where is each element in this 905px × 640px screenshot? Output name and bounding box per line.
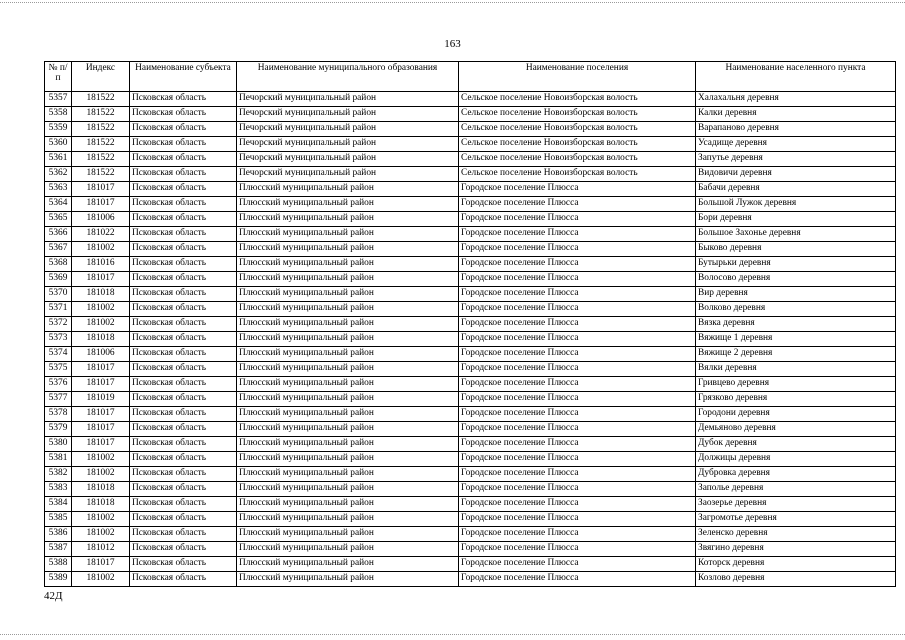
settlements-table	[44, 61, 896, 587]
cell-locality: Волосово деревня	[696, 272, 896, 287]
cell-row-number: 5358	[45, 107, 72, 122]
cell-settlement: Городское поселение Плюсса	[459, 317, 696, 332]
cell-locality: Козлово деревня	[696, 572, 896, 587]
cell-row-number: 5376	[45, 377, 72, 392]
cell-municipality: Плюсский муниципальный район	[237, 557, 459, 572]
cell-index: 181006	[72, 347, 130, 362]
cell-municipality: Плюсский муниципальный район	[237, 227, 459, 242]
cell-row-number: 5384	[45, 497, 72, 512]
cell-index: 181017	[72, 197, 130, 212]
cell-index: 181017	[72, 377, 130, 392]
cell-subject: Псковская область	[130, 527, 237, 542]
cell-row-number: 5377	[45, 392, 72, 407]
cell-locality: Дубок деревня	[696, 437, 896, 452]
cell-subject: Псковская область	[130, 437, 237, 452]
cell-subject: Псковская область	[130, 482, 237, 497]
cell-locality: Вязка деревня	[696, 317, 896, 332]
cell-municipality: Плюсский муниципальный район	[237, 332, 459, 347]
cell-settlement: Сельское поселение Новоизборская волость	[459, 107, 696, 122]
table-row	[45, 557, 896, 572]
cell-settlement: Городское поселение Плюсса	[459, 407, 696, 422]
table-row	[45, 377, 896, 392]
cell-municipality: Плюсский муниципальный район	[237, 452, 459, 467]
cell-subject: Псковская область	[130, 497, 237, 512]
cell-row-number: 5370	[45, 287, 72, 302]
cell-locality: Видовичи деревня	[696, 167, 896, 182]
cell-index: 181006	[72, 212, 130, 227]
header-row-number: № п/п	[45, 62, 72, 92]
cell-index: 181522	[72, 137, 130, 152]
cell-locality: Бабачи деревня	[696, 182, 896, 197]
cell-municipality: Плюсский муниципальный район	[237, 272, 459, 287]
cell-settlement: Городское поселение Плюсса	[459, 362, 696, 377]
cell-index: 181017	[72, 407, 130, 422]
cell-subject: Псковская область	[130, 272, 237, 287]
cell-subject: Псковская область	[130, 557, 237, 572]
cell-municipality: Плюсский муниципальный район	[237, 467, 459, 482]
page-number: 163	[444, 38, 461, 50]
table-row	[45, 332, 896, 347]
cell-settlement: Городское поселение Плюсса	[459, 497, 696, 512]
cell-settlement: Городское поселение Плюсса	[459, 257, 696, 272]
cell-subject: Псковская область	[130, 302, 237, 317]
cell-subject: Псковская область	[130, 182, 237, 197]
table-row	[45, 212, 896, 227]
cell-settlement: Сельское поселение Новоизборская волость	[459, 137, 696, 152]
table-row	[45, 107, 896, 122]
table-row	[45, 152, 896, 167]
cell-row-number: 5369	[45, 272, 72, 287]
cell-subject: Псковская область	[130, 512, 237, 527]
cell-subject: Псковская область	[130, 227, 237, 242]
cell-settlement: Городское поселение Плюсса	[459, 467, 696, 482]
cell-locality: Должицы деревня	[696, 452, 896, 467]
cell-row-number: 5385	[45, 512, 72, 527]
cell-municipality: Плюсский муниципальный район	[237, 482, 459, 497]
table-row	[45, 167, 896, 182]
cell-locality: Вяжище 1 деревня	[696, 332, 896, 347]
cell-row-number: 5374	[45, 347, 72, 362]
cell-index: 181522	[72, 152, 130, 167]
table-row	[45, 227, 896, 242]
cell-row-number: 5366	[45, 227, 72, 242]
cell-index: 181022	[72, 227, 130, 242]
scan-edge-top	[0, 2, 905, 3]
table-row	[45, 572, 896, 587]
cell-index: 181522	[72, 107, 130, 122]
cell-subject: Псковская область	[130, 467, 237, 482]
cell-subject: Псковская область	[130, 257, 237, 272]
cell-index: 181017	[72, 557, 130, 572]
table-row	[45, 437, 896, 452]
cell-index: 181002	[72, 572, 130, 587]
cell-subject: Псковская область	[130, 152, 237, 167]
cell-locality: Вяжище 2 деревня	[696, 347, 896, 362]
table-row	[45, 242, 896, 257]
cell-index: 181017	[72, 422, 130, 437]
cell-subject: Псковская область	[130, 242, 237, 257]
cell-locality: Звягино деревня	[696, 542, 896, 557]
cell-municipality: Плюсский муниципальный район	[237, 242, 459, 257]
cell-settlement: Сельское поселение Новоизборская волость	[459, 167, 696, 182]
cell-municipality: Плюсский муниципальный район	[237, 362, 459, 377]
table-row	[45, 467, 896, 482]
cell-subject: Псковская область	[130, 392, 237, 407]
cell-settlement: Сельское поселение Новоизборская волость	[459, 92, 696, 107]
cell-settlement: Городское поселение Плюсса	[459, 212, 696, 227]
cell-municipality: Плюсский муниципальный район	[237, 437, 459, 452]
cell-subject: Псковская область	[130, 92, 237, 107]
cell-locality: Волково деревня	[696, 302, 896, 317]
cell-row-number: 5381	[45, 452, 72, 467]
cell-municipality: Печорский муниципальный район	[237, 167, 459, 182]
cell-municipality: Печорский муниципальный район	[237, 122, 459, 137]
table-row	[45, 542, 896, 557]
footer-code: 42Д	[44, 590, 63, 602]
cell-locality: Большой Лужок деревня	[696, 197, 896, 212]
cell-row-number: 5371	[45, 302, 72, 317]
header-subject: Наименование субъекта	[130, 62, 237, 92]
cell-subject: Псковская область	[130, 212, 237, 227]
cell-settlement: Городское поселение Плюсса	[459, 572, 696, 587]
cell-subject: Псковская область	[130, 122, 237, 137]
header-locality: Наименование населенного пункта	[696, 62, 896, 92]
cell-locality: Варапаново деревня	[696, 122, 896, 137]
cell-locality: Усадище деревня	[696, 137, 896, 152]
cell-municipality: Плюсский муниципальный район	[237, 257, 459, 272]
cell-row-number: 5383	[45, 482, 72, 497]
cell-locality: Зеленско деревня	[696, 527, 896, 542]
cell-settlement: Городское поселение Плюсса	[459, 272, 696, 287]
cell-municipality: Плюсский муниципальный район	[237, 317, 459, 332]
cell-settlement: Сельское поселение Новоизборская волость	[459, 152, 696, 167]
cell-locality: Бори деревня	[696, 212, 896, 227]
cell-row-number: 5372	[45, 317, 72, 332]
cell-settlement: Городское поселение Плюсса	[459, 347, 696, 362]
cell-subject: Псковская область	[130, 347, 237, 362]
cell-subject: Псковская область	[130, 362, 237, 377]
table-row	[45, 512, 896, 527]
cell-row-number: 5380	[45, 437, 72, 452]
cell-index: 181018	[72, 287, 130, 302]
table-row	[45, 482, 896, 497]
cell-index: 181016	[72, 257, 130, 272]
cell-settlement: Городское поселение Плюсса	[459, 302, 696, 317]
cell-municipality: Плюсский муниципальный район	[237, 302, 459, 317]
cell-settlement: Городское поселение Плюсса	[459, 242, 696, 257]
cell-settlement: Городское поселение Плюсса	[459, 422, 696, 437]
cell-settlement: Городское поселение Плюсса	[459, 197, 696, 212]
cell-municipality: Плюсский муниципальный район	[237, 182, 459, 197]
table-row	[45, 122, 896, 137]
header-settlement: Наименование поселения	[459, 62, 696, 92]
cell-row-number: 5362	[45, 167, 72, 182]
cell-municipality: Плюсский муниципальный район	[237, 572, 459, 587]
cell-row-number: 5373	[45, 332, 72, 347]
cell-index: 181002	[72, 527, 130, 542]
cell-settlement: Городское поселение Плюсса	[459, 227, 696, 242]
cell-row-number: 5361	[45, 152, 72, 167]
cell-row-number: 5378	[45, 407, 72, 422]
cell-subject: Псковская область	[130, 332, 237, 347]
cell-settlement: Городское поселение Плюсса	[459, 182, 696, 197]
cell-index: 181522	[72, 167, 130, 182]
cell-locality: Вялки деревня	[696, 362, 896, 377]
cell-row-number: 5375	[45, 362, 72, 377]
table-row	[45, 407, 896, 422]
cell-locality: Бутырьки деревня	[696, 257, 896, 272]
table-row	[45, 362, 896, 377]
cell-settlement: Городское поселение Плюсса	[459, 377, 696, 392]
cell-row-number: 5365	[45, 212, 72, 227]
cell-row-number: 5360	[45, 137, 72, 152]
cell-municipality: Плюсский муниципальный район	[237, 392, 459, 407]
table-row	[45, 257, 896, 272]
cell-index: 181017	[72, 182, 130, 197]
cell-subject: Псковская область	[130, 167, 237, 182]
cell-municipality: Печорский муниципальный район	[237, 152, 459, 167]
table-row	[45, 137, 896, 152]
header-index: Индекс	[72, 62, 130, 92]
table-row	[45, 422, 896, 437]
table-row	[45, 452, 896, 467]
cell-municipality: Плюсский муниципальный район	[237, 407, 459, 422]
cell-settlement: Городское поселение Плюсса	[459, 542, 696, 557]
cell-municipality: Плюсский муниципальный район	[237, 512, 459, 527]
cell-index: 181017	[72, 362, 130, 377]
cell-locality: Калки деревня	[696, 107, 896, 122]
table-row	[45, 287, 896, 302]
cell-locality: Гривцево деревня	[696, 377, 896, 392]
cell-settlement: Городское поселение Плюсса	[459, 332, 696, 347]
cell-locality: Заполье деревня	[696, 482, 896, 497]
cell-subject: Псковская область	[130, 422, 237, 437]
cell-settlement: Городское поселение Плюсса	[459, 527, 696, 542]
cell-municipality: Плюсский муниципальный район	[237, 542, 459, 557]
cell-settlement: Городское поселение Плюсса	[459, 557, 696, 572]
cell-subject: Псковская область	[130, 572, 237, 587]
table-row	[45, 197, 896, 212]
cell-locality: Большое Захонье деревня	[696, 227, 896, 242]
cell-index: 181002	[72, 512, 130, 527]
table-row	[45, 302, 896, 317]
cell-index: 181002	[72, 467, 130, 482]
table-row	[45, 272, 896, 287]
table-row	[45, 392, 896, 407]
cell-index: 181017	[72, 272, 130, 287]
cell-locality: Заозерье деревня	[696, 497, 896, 512]
cell-index: 181002	[72, 317, 130, 332]
cell-subject: Псковская область	[130, 317, 237, 332]
cell-locality: Халахальня деревня	[696, 92, 896, 107]
cell-settlement: Городское поселение Плюсса	[459, 512, 696, 527]
cell-settlement: Городское поселение Плюсса	[459, 437, 696, 452]
header-municipality: Наименование муниципального образования	[237, 62, 459, 92]
cell-index: 181002	[72, 452, 130, 467]
cell-municipality: Плюсский муниципальный район	[237, 347, 459, 362]
cell-index: 181018	[72, 482, 130, 497]
cell-settlement: Городское поселение Плюсса	[459, 452, 696, 467]
cell-municipality: Плюсский муниципальный район	[237, 497, 459, 512]
cell-index: 181522	[72, 122, 130, 137]
cell-subject: Псковская область	[130, 137, 237, 152]
cell-row-number: 5379	[45, 422, 72, 437]
cell-index: 181522	[72, 92, 130, 107]
table-body	[45, 92, 896, 587]
cell-index: 181019	[72, 392, 130, 407]
cell-index: 181018	[72, 497, 130, 512]
cell-index: 181018	[72, 332, 130, 347]
cell-subject: Псковская область	[130, 107, 237, 122]
cell-subject: Псковская область	[130, 287, 237, 302]
cell-subject: Псковская область	[130, 452, 237, 467]
cell-row-number: 5368	[45, 257, 72, 272]
cell-locality: Демьяново деревня	[696, 422, 896, 437]
cell-municipality: Печорский муниципальный район	[237, 92, 459, 107]
cell-locality: Грязково деревня	[696, 392, 896, 407]
cell-row-number: 5389	[45, 572, 72, 587]
cell-municipality: Плюсский муниципальный район	[237, 287, 459, 302]
cell-locality: Городони деревня	[696, 407, 896, 422]
cell-locality: Загромотье деревня	[696, 512, 896, 527]
cell-settlement: Городское поселение Плюсса	[459, 392, 696, 407]
cell-settlement: Городское поселение Плюсса	[459, 482, 696, 497]
cell-locality: Быково деревня	[696, 242, 896, 257]
cell-row-number: 5357	[45, 92, 72, 107]
cell-row-number: 5386	[45, 527, 72, 542]
cell-subject: Псковская область	[130, 407, 237, 422]
table-row	[45, 317, 896, 332]
table-row	[45, 497, 896, 512]
cell-row-number: 5382	[45, 467, 72, 482]
cell-municipality: Плюсский муниципальный район	[237, 212, 459, 227]
cell-row-number: 5387	[45, 542, 72, 557]
cell-row-number: 5367	[45, 242, 72, 257]
cell-index: 181017	[72, 437, 130, 452]
cell-row-number: 5364	[45, 197, 72, 212]
table-header-row	[45, 62, 896, 92]
cell-index: 181012	[72, 542, 130, 557]
table-row	[45, 347, 896, 362]
cell-locality: Вир деревня	[696, 287, 896, 302]
cell-settlement: Сельское поселение Новоизборская волость	[459, 122, 696, 137]
cell-locality: Дубровка деревня	[696, 467, 896, 482]
table-row	[45, 527, 896, 542]
scan-edge-bottom	[0, 634, 905, 635]
cell-subject: Псковская область	[130, 197, 237, 212]
cell-municipality: Плюсский муниципальный район	[237, 422, 459, 437]
cell-locality: Запутье деревня	[696, 152, 896, 167]
cell-municipality: Плюсский муниципальный район	[237, 527, 459, 542]
cell-municipality: Печорский муниципальный район	[237, 107, 459, 122]
cell-locality: Которск деревня	[696, 557, 896, 572]
cell-row-number: 5359	[45, 122, 72, 137]
cell-index: 181002	[72, 302, 130, 317]
cell-municipality: Плюсский муниципальный район	[237, 377, 459, 392]
cell-row-number: 5363	[45, 182, 72, 197]
cell-municipality: Печорский муниципальный район	[237, 137, 459, 152]
cell-subject: Псковская область	[130, 542, 237, 557]
table-row	[45, 182, 896, 197]
cell-index: 181002	[72, 242, 130, 257]
cell-settlement: Городское поселение Плюсса	[459, 287, 696, 302]
cell-row-number: 5388	[45, 557, 72, 572]
table-row	[45, 92, 896, 107]
cell-subject: Псковская область	[130, 377, 237, 392]
cell-municipality: Плюсский муниципальный район	[237, 197, 459, 212]
